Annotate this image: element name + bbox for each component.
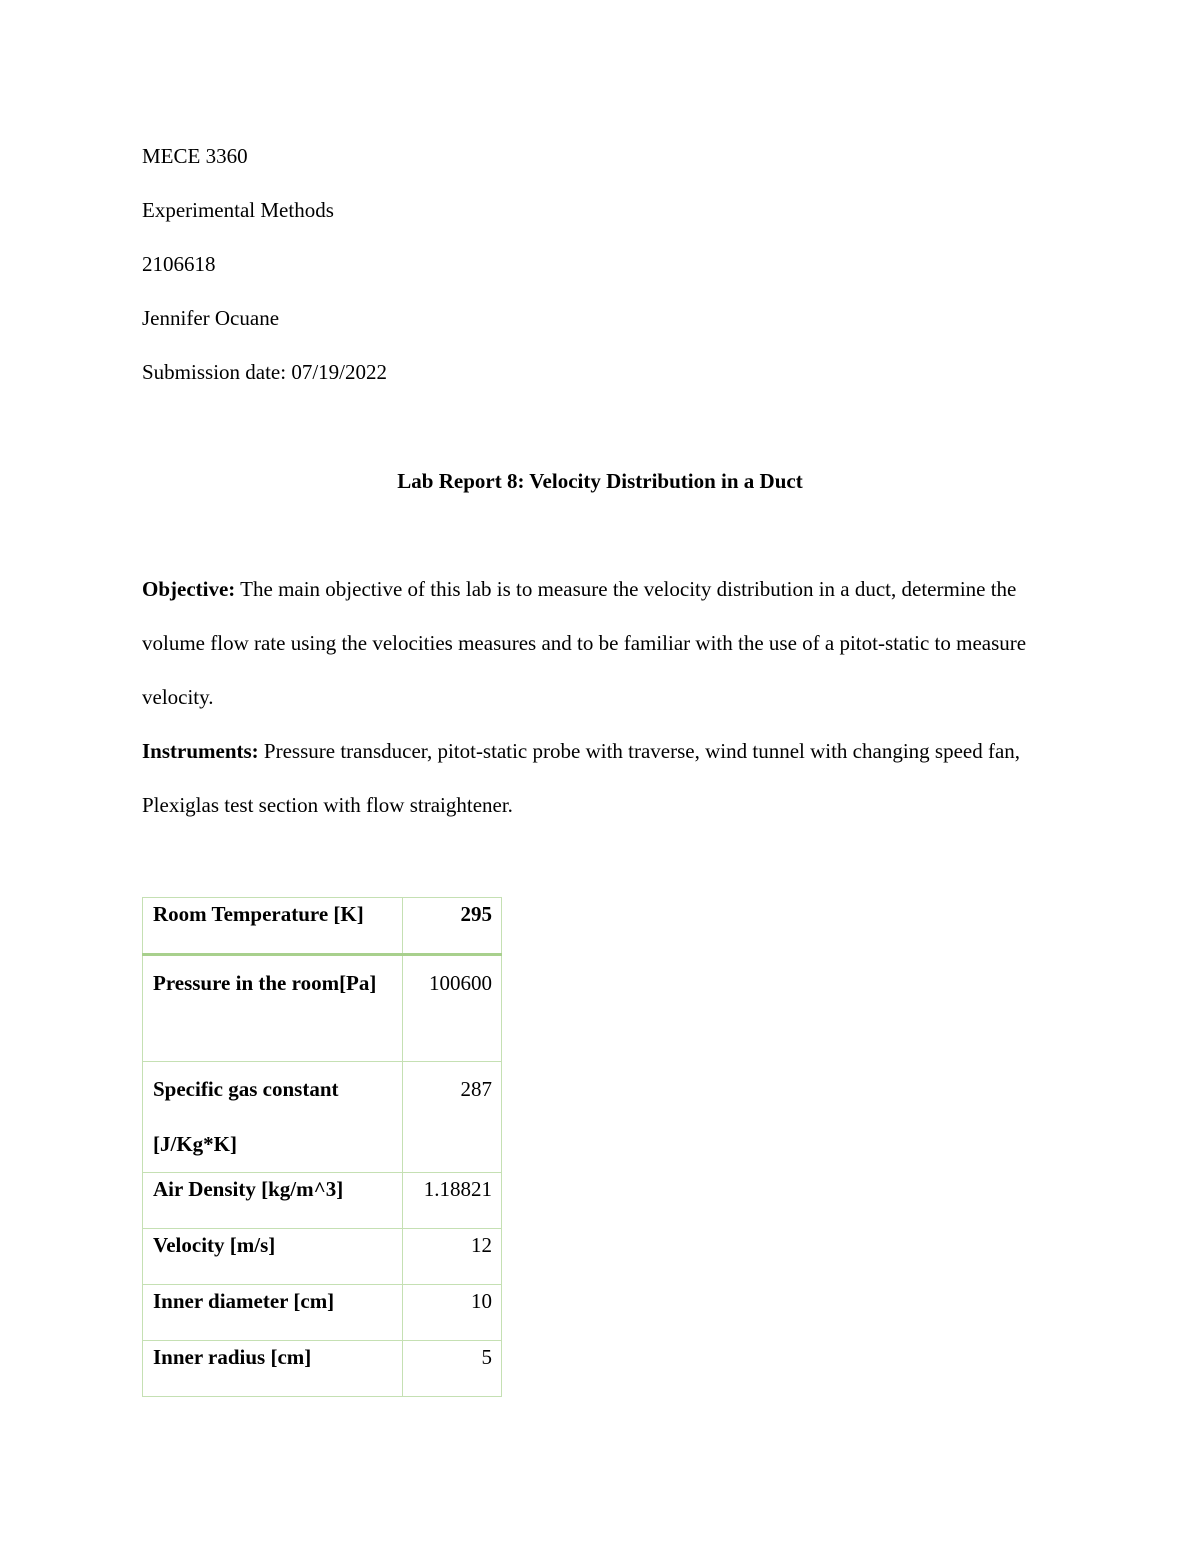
parameter-label: Velocity [m/s] [143,1229,403,1285]
submission-date: Submission date: 07/19/2022 [142,360,388,384]
parameter-value: 10 [403,1285,502,1341]
instruments-paragraph [142,724,1072,832]
parameters-table [142,897,502,1397]
table-row [143,1229,502,1285]
table-row [143,955,502,1062]
parameter-value: 5 [403,1341,502,1397]
objective-paragraph [142,562,1072,724]
parameter-label: Room Temperature [K] [143,898,403,955]
course-code: MECE 3360 [142,144,248,168]
objective-label: Objective: [142,577,236,601]
parameter-value: 100600 [403,955,502,1062]
parameter-value: 295 [403,898,502,955]
table-row [143,1062,502,1173]
parameter-label: Specific gas constant [J/Kg*K] [143,1062,403,1173]
student-id: 2106618 [142,252,216,276]
parameter-label: Air Density [kg/m^3] [143,1173,403,1229]
parameter-label: Pressure in the room[Pa] [143,955,403,1062]
parameter-value: 1.18821 [403,1173,502,1229]
course-name: Experimental Methods [142,198,334,222]
instruments-label: Instruments: [142,739,259,763]
parameter-value: 12 [403,1229,502,1285]
parameter-label: Inner diameter [cm] [143,1285,403,1341]
table-row [143,1341,502,1397]
parameter-label: Inner radius [cm] [143,1341,403,1397]
table-row [143,1285,502,1341]
table-row [143,1173,502,1229]
instruments-text: Pressure transducer, pitot-static probe with traverse, wind tunnel with changing speed fan, Plexiglas test section with flow straightener. [142,739,1021,817]
parameter-value: 287 [403,1062,502,1173]
student-name: Jennifer Ocuane [142,306,280,330]
objective-text: The main objective of this lab is to measure the velocity distribution in a duct, determine the volume flow rate using the velocities measures and to be familiar with the use of a pitot-static to measure velocity. [142,577,1027,709]
table-row [143,898,502,955]
report-title: Lab Report 8: Velocity Distribution in a Duct [397,469,803,493]
